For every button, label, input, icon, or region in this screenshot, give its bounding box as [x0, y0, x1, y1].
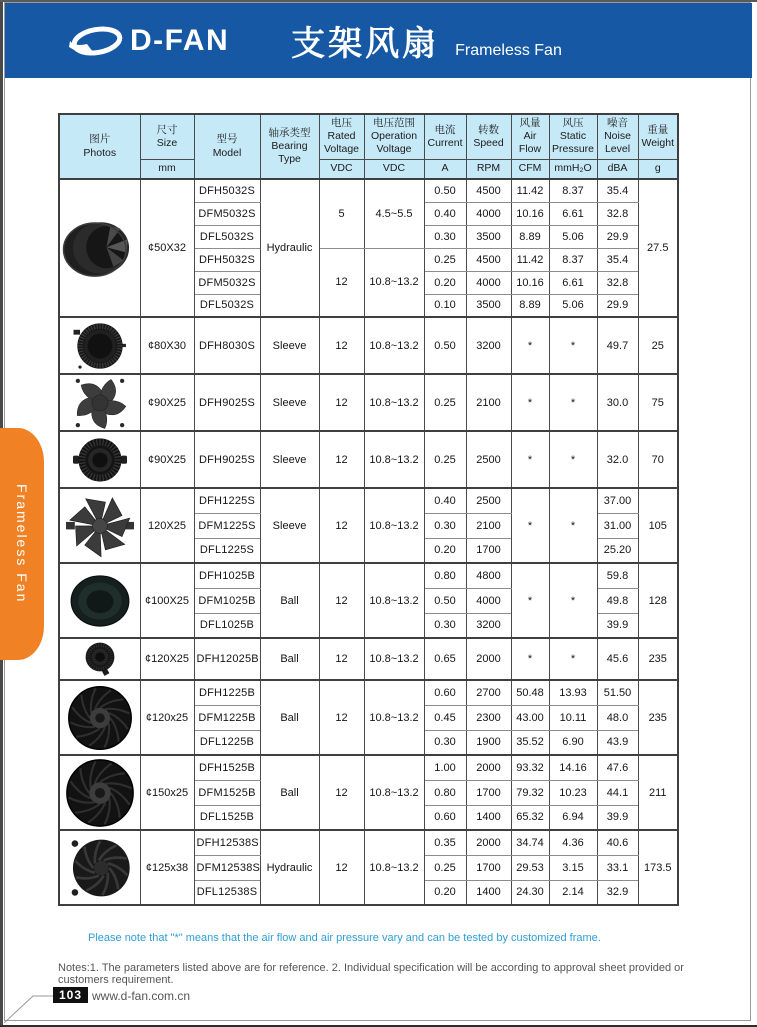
cell-pressure: *	[549, 638, 597, 680]
cell-current: 0.45	[424, 705, 466, 730]
col-header-bearing-type	[260, 114, 319, 179]
cell-pressure: *	[549, 374, 597, 431]
cell-size: ¢120X25	[140, 638, 194, 680]
cell-size: 120X25	[140, 488, 194, 563]
cell-current: 0.30	[424, 225, 466, 248]
cell-noise: 33.1	[597, 855, 638, 880]
cell-bearing: Sleeve	[260, 317, 319, 374]
cell-operation: 10.8~13.2	[364, 638, 424, 680]
cell-weight: 211	[638, 755, 678, 830]
cell-noise: 35.4	[597, 179, 638, 202]
cell-model: DFM5032S	[194, 271, 260, 294]
scan-edge-top	[0, 0, 757, 2]
cell-current: 0.25	[424, 248, 466, 271]
asterisk-note: Please note that "*" means that the air flow and air pressure vary and can be tested by customized frame.	[88, 932, 601, 944]
cell-airflow: 35.52	[511, 730, 549, 755]
cell-voltage: 12	[319, 488, 364, 563]
cell-size: ¢125x38	[140, 830, 194, 905]
col-unit: RPM	[466, 159, 511, 179]
table-row	[59, 431, 678, 488]
col-unit: VDC	[364, 159, 424, 179]
cell-speed: 1700	[466, 855, 511, 880]
cell-size: ¢90X25	[140, 374, 194, 431]
cell-pressure: 5.06	[549, 294, 597, 317]
col-header-static-pressure	[549, 114, 597, 159]
cell-weight: 173.5	[638, 830, 678, 905]
cell-speed: 2000	[466, 755, 511, 780]
cell-current: 0.65	[424, 638, 466, 680]
cell-size: ¢50X32	[140, 179, 194, 317]
cell-airflow: *	[511, 638, 549, 680]
col-header-weight	[638, 114, 678, 159]
cell-bearing: Sleeve	[260, 431, 319, 488]
cell-speed: 3500	[466, 225, 511, 248]
col-header-en: Current	[427, 136, 463, 149]
cell-speed: 1700	[466, 538, 511, 563]
side-tab-frameless-fan	[0, 428, 44, 660]
cell-operation: 10.8~13.2	[364, 830, 424, 905]
cell-model: DFM1525B	[194, 780, 260, 805]
brand-name: D-FAN	[130, 23, 230, 57]
col-unit: VDC	[319, 159, 364, 179]
cell-operation: 10.8~13.2	[364, 563, 424, 638]
fan-photo-impeller	[59, 179, 140, 317]
cell-bearing: Sleeve	[260, 374, 319, 431]
cell-pressure: 8.37	[549, 248, 597, 271]
col-header-size	[140, 114, 194, 159]
col-header-rated-voltage	[319, 114, 364, 159]
page-header	[5, 3, 752, 78]
cell-model: DFH1025B	[194, 563, 260, 588]
col-header-noise-level	[597, 114, 638, 159]
cell-current: 0.10	[424, 294, 466, 317]
col-header-cn: 噪音	[607, 117, 628, 130]
cell-noise: 25.20	[597, 538, 638, 563]
cell-pressure: 3.15	[549, 855, 597, 880]
cell-bearing: Ball	[260, 680, 319, 755]
table-row	[59, 374, 678, 431]
cell-weight: 70	[638, 431, 678, 488]
cell-current: 0.80	[424, 780, 466, 805]
cell-model: DFL12538S	[194, 880, 260, 905]
spec-table-body	[59, 179, 678, 905]
cell-weight: 128	[638, 563, 678, 638]
col-header-current	[424, 114, 466, 159]
cell-speed: 3200	[466, 613, 511, 638]
cell-voltage: 12	[319, 374, 364, 431]
cell-speed: 1700	[466, 780, 511, 805]
cell-current: 0.60	[424, 805, 466, 830]
cell-model: DFM1025B	[194, 588, 260, 613]
dfan-swoosh-icon	[67, 23, 123, 59]
col-header-cn: 转数	[478, 123, 499, 136]
fan-photo-round-small	[59, 638, 140, 680]
cell-airflow: *	[511, 563, 549, 638]
cell-operation: 10.8~13.2	[364, 248, 424, 317]
cell-model: DFL1525B	[194, 805, 260, 830]
cell-model: DFH8030S	[194, 317, 260, 374]
cell-noise: 51.50	[597, 680, 638, 705]
col-header-cn: 电流	[434, 123, 456, 136]
title-chinese: 支架风扇	[291, 25, 440, 63]
website-text: www.d-fan.com.cn	[92, 989, 191, 1003]
cell-weight: 235	[638, 638, 678, 680]
cell-size: ¢100X25	[140, 563, 194, 638]
cell-bearing: Hydraulic	[260, 179, 319, 317]
cell-pressure: 6.90	[549, 730, 597, 755]
cell-speed: 2700	[466, 680, 511, 705]
col-header-en: Speed	[473, 136, 504, 149]
cell-airflow: 11.42	[511, 179, 549, 202]
page-number: 103	[53, 987, 88, 1003]
spec-table-head	[59, 114, 678, 179]
cell-size: ¢120x25	[140, 680, 194, 755]
cell-airflow: 8.89	[511, 225, 549, 248]
col-unit: dBA	[597, 159, 638, 179]
cell-noise: 32.8	[597, 271, 638, 294]
cell-speed: 2300	[466, 705, 511, 730]
cell-noise: 32.9	[597, 880, 638, 905]
cell-current: 0.50	[424, 588, 466, 613]
cell-voltage: 12	[319, 317, 364, 374]
cell-current: 0.25	[424, 431, 466, 488]
cell-pressure: 5.06	[549, 225, 597, 248]
cell-airflow: 93.32	[511, 755, 549, 780]
fan-photo-swirl-large	[59, 755, 140, 830]
cell-airflow: 50.48	[511, 680, 549, 705]
cell-noise: 44.1	[597, 780, 638, 805]
cell-operation: 10.8~13.2	[364, 488, 424, 563]
cell-voltage: 12	[319, 755, 364, 830]
cell-model: DFH12025B	[194, 638, 260, 680]
cell-bearing: Ball	[260, 563, 319, 638]
cell-size: ¢150x25	[140, 755, 194, 830]
cell-noise: 35.4	[597, 248, 638, 271]
col-header-cn: 电压	[331, 117, 352, 130]
table-row	[59, 317, 678, 374]
cell-noise: 29.9	[597, 225, 638, 248]
brand-logo	[67, 23, 229, 59]
cell-current: 0.25	[424, 374, 466, 431]
cell-speed: 2500	[466, 431, 511, 488]
cell-bearing: Sleeve	[260, 488, 319, 563]
col-header-en: Photos	[83, 146, 117, 159]
col-header-en: Size	[156, 136, 178, 149]
fan-photo-axial	[59, 374, 140, 431]
cell-noise: 43.9	[597, 730, 638, 755]
cell-current: 0.30	[424, 730, 466, 755]
col-header-cn: 电压范围	[373, 117, 415, 130]
cell-model: DFH1225B	[194, 680, 260, 705]
col-header-cn: 风量	[519, 117, 541, 130]
fan-photo-curved	[59, 830, 140, 905]
cell-noise: 49.8	[597, 588, 638, 613]
cell-model: DFM1225B	[194, 705, 260, 730]
cell-airflow: 8.89	[511, 294, 549, 317]
cell-pressure: 10.11	[549, 705, 597, 730]
cell-pressure: *	[549, 317, 597, 374]
cell-pressure: 10.23	[549, 780, 597, 805]
cell-noise: 49.7	[597, 317, 638, 374]
cell-noise: 37.00	[597, 488, 638, 513]
cell-voltage: 12	[319, 680, 364, 755]
title-english: Frameless Fan	[455, 42, 562, 59]
cell-weight: 105	[638, 488, 678, 563]
cell-airflow: *	[511, 488, 549, 563]
col-unit: A	[424, 159, 466, 179]
cell-model: DFH5032S	[194, 179, 260, 202]
cell-speed: 2000	[466, 638, 511, 680]
col-unit: g	[638, 159, 678, 179]
fan-photo-dome	[59, 563, 140, 638]
col-header-cn: 尺寸	[156, 123, 178, 136]
spec-table	[58, 113, 679, 906]
cell-speed: 2100	[466, 513, 511, 538]
cell-weight: 25	[638, 317, 678, 374]
table-row	[59, 830, 678, 855]
cell-current: 0.30	[424, 613, 466, 638]
cell-airflow: *	[511, 374, 549, 431]
col-header-cn: 图片	[89, 133, 111, 146]
cell-model: DFM12538S	[194, 855, 260, 880]
cell-airflow: 10.16	[511, 271, 549, 294]
cell-airflow: 34.74	[511, 830, 549, 855]
fan-photo-star	[59, 488, 140, 563]
cell-pressure: 6.61	[549, 202, 597, 225]
col-header-en: Rated Voltage	[323, 130, 360, 156]
cell-airflow: 10.16	[511, 202, 549, 225]
cell-operation: 10.8~13.2	[364, 680, 424, 755]
cell-weight: 27.5	[638, 179, 678, 317]
cell-voltage: 5	[319, 179, 364, 248]
table-row	[59, 755, 678, 780]
table-row	[59, 488, 678, 513]
cell-operation: 4.5~5.5	[364, 179, 424, 248]
cell-airflow: *	[511, 431, 549, 488]
cell-speed: 4000	[466, 588, 511, 613]
cell-noise: 32.0	[597, 431, 638, 488]
cell-weight: 235	[638, 680, 678, 755]
cell-voltage: 12	[319, 638, 364, 680]
cell-model: DFL1225B	[194, 730, 260, 755]
cell-speed: 1400	[466, 805, 511, 830]
fan-photo-swirl	[59, 680, 140, 755]
col-header-en: Weight	[641, 136, 674, 149]
cell-model: DFL1025B	[194, 613, 260, 638]
col-header-air-flow	[511, 114, 549, 159]
cell-noise: 40.6	[597, 830, 638, 855]
col-header-speed	[466, 114, 511, 159]
cell-bearing: Ball	[260, 755, 319, 830]
cell-model: DFM5032S	[194, 202, 260, 225]
cell-size: ¢80X30	[140, 317, 194, 374]
col-header-photos	[59, 114, 140, 179]
cell-model: DFL5032S	[194, 225, 260, 248]
fan-photo-ring	[59, 431, 140, 488]
cell-pressure: 14.16	[549, 755, 597, 780]
cell-speed: 2000	[466, 830, 511, 855]
cell-operation: 10.8~13.2	[364, 431, 424, 488]
cell-bearing: Hydraulic	[260, 830, 319, 905]
table-row	[59, 563, 678, 588]
cell-pressure: 6.94	[549, 805, 597, 830]
cell-noise: 47.6	[597, 755, 638, 780]
cell-pressure: 6.61	[549, 271, 597, 294]
cell-operation: 10.8~13.2	[364, 317, 424, 374]
col-unit: mm	[140, 159, 194, 179]
col-header-cn: 轴承类型	[268, 126, 311, 139]
cell-airflow: 43.00	[511, 705, 549, 730]
cell-weight: 75	[638, 374, 678, 431]
col-header-cn: 风压	[562, 117, 584, 130]
cell-pressure: 8.37	[549, 179, 597, 202]
cell-speed: 2500	[466, 488, 511, 513]
cell-pressure: *	[549, 488, 597, 563]
cell-operation: 10.8~13.2	[364, 755, 424, 830]
cell-model: DFM1225S	[194, 513, 260, 538]
cell-speed: 4500	[466, 248, 511, 271]
table-row	[59, 179, 678, 202]
cell-pressure: *	[549, 431, 597, 488]
cell-speed: 3500	[466, 294, 511, 317]
cell-current: 0.40	[424, 488, 466, 513]
cell-model: DFH5032S	[194, 248, 260, 271]
cell-speed: 4800	[466, 563, 511, 588]
cell-speed: 3200	[466, 317, 511, 374]
cell-speed: 1900	[466, 730, 511, 755]
col-header-en: Model	[212, 146, 242, 159]
cell-current: 0.30	[424, 513, 466, 538]
col-unit: CFM	[511, 159, 549, 179]
fan-photo-blower	[59, 317, 140, 374]
table-row	[59, 680, 678, 705]
footer-notes: Notes:1. The parameters listed above are for reference. 2. Individual specification will be according to approval sheet provided or customers requirement.	[58, 962, 684, 986]
cell-model: DFH9025S	[194, 431, 260, 488]
cell-current: 0.60	[424, 680, 466, 705]
cell-noise: 39.9	[597, 805, 638, 830]
cell-airflow: *	[511, 317, 549, 374]
cell-noise: 39.9	[597, 613, 638, 638]
col-header-en: Noise Level	[604, 130, 631, 156]
cell-airflow: 11.42	[511, 248, 549, 271]
cell-speed: 4000	[466, 271, 511, 294]
cell-model: DFH9025S	[194, 374, 260, 431]
side-tab-label: Frameless Fan	[14, 484, 30, 604]
col-header-en: Bearing Type	[271, 139, 308, 166]
cell-model: DFL1225S	[194, 538, 260, 563]
cell-model: DFH1225S	[194, 488, 260, 513]
col-header-operation-voltage	[364, 114, 424, 159]
cell-voltage: 12	[319, 563, 364, 638]
col-header-en: Air Flow	[518, 130, 542, 156]
cell-airflow: 65.32	[511, 805, 549, 830]
cell-airflow: 24.30	[511, 880, 549, 905]
cell-model: DFH1525B	[194, 755, 260, 780]
cell-noise: 48.0	[597, 705, 638, 730]
col-header-model	[194, 114, 260, 179]
col-header-cn: 型号	[216, 133, 238, 146]
cell-size: ¢90X25	[140, 431, 194, 488]
col-header-cn: 重量	[647, 123, 669, 136]
cell-pressure: 2.14	[549, 880, 597, 905]
cell-current: 0.40	[424, 202, 466, 225]
cell-current: 1.00	[424, 755, 466, 780]
cell-operation: 10.8~13.2	[364, 374, 424, 431]
cell-speed: 2100	[466, 374, 511, 431]
cell-voltage: 12	[319, 830, 364, 905]
cell-airflow: 29.53	[511, 855, 549, 880]
cell-current: 0.80	[424, 563, 466, 588]
cell-noise: 29.9	[597, 294, 638, 317]
cell-voltage: 12	[319, 431, 364, 488]
col-header-en: Operation Voltage	[370, 130, 418, 156]
cell-current: 0.25	[424, 855, 466, 880]
cell-current: 0.50	[424, 317, 466, 374]
cell-airflow: 79.32	[511, 780, 549, 805]
cell-pressure: *	[549, 563, 597, 638]
cell-noise: 31.00	[597, 513, 638, 538]
cell-noise: 32.8	[597, 202, 638, 225]
col-header-en: Static Pressure	[551, 130, 594, 156]
cell-speed: 1400	[466, 880, 511, 905]
col-unit: mmH₂O	[549, 159, 597, 179]
cell-current: 0.20	[424, 880, 466, 905]
cell-model: DFH12538S	[194, 830, 260, 855]
cell-model: DFL5032S	[194, 294, 260, 317]
cell-pressure: 13.93	[549, 680, 597, 705]
cell-bearing: Ball	[260, 638, 319, 680]
cell-noise: 45.6	[597, 638, 638, 680]
cell-current: 0.50	[424, 179, 466, 202]
cell-voltage: 12	[319, 248, 364, 317]
table-row	[59, 638, 678, 680]
page-title	[291, 16, 562, 65]
cell-noise: 30.0	[597, 374, 638, 431]
cell-current: 0.20	[424, 538, 466, 563]
cell-current: 0.35	[424, 830, 466, 855]
cell-pressure: 4.36	[549, 830, 597, 855]
cell-speed: 4500	[466, 179, 511, 202]
cell-current: 0.20	[424, 271, 466, 294]
cell-noise: 59.8	[597, 563, 638, 588]
cell-speed: 4000	[466, 202, 511, 225]
